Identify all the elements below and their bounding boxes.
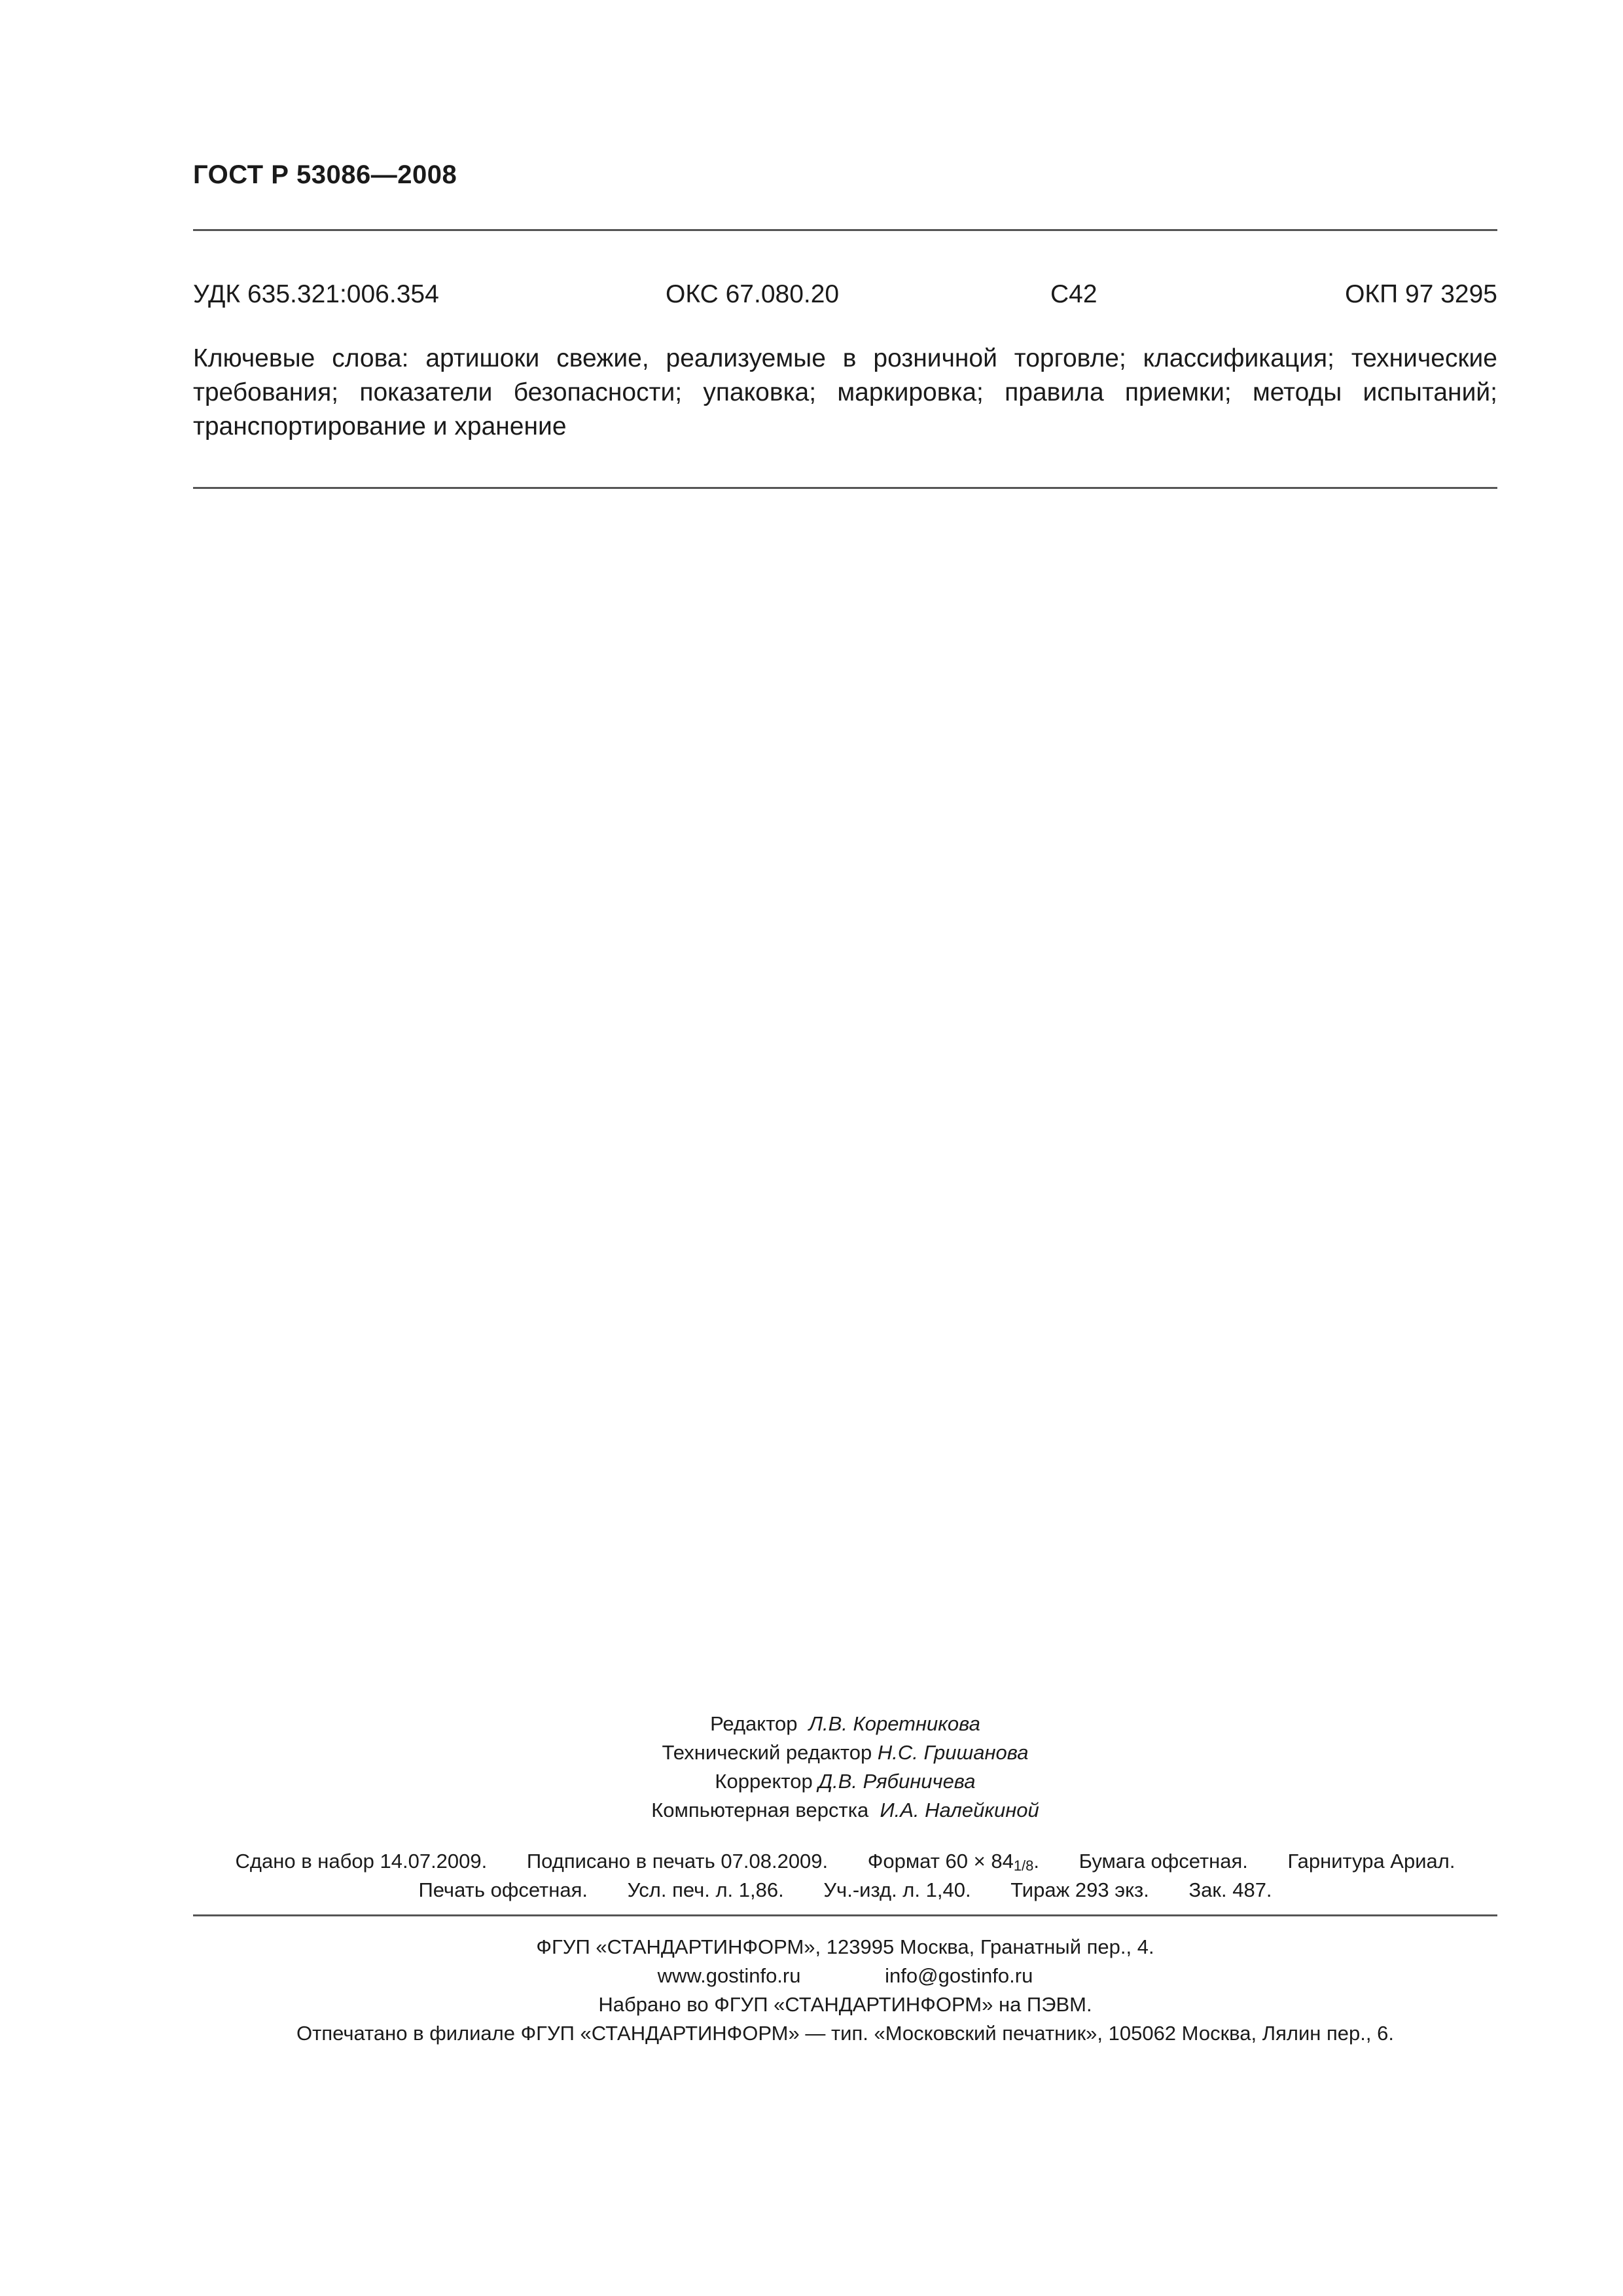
email-link[interactable]: info@gostinfo.ru xyxy=(885,1964,1033,1987)
keywords-line: требования; показатели безопасности; упаковка; маркировка; правила приемки; методы испытаний; xyxy=(193,378,1497,406)
contact-row xyxy=(193,1962,1497,1990)
tech-editor-credit: Технический редактор Н.С. Гришанова xyxy=(662,1741,1029,1764)
credits-block xyxy=(193,1710,1497,1825)
publisher-address: ФГУП «СТАНДАРТИНФОРМ», 123995 Москва, Гранатный пер., 4. xyxy=(536,1935,1154,1958)
order-info: Зак. 487. xyxy=(1188,1878,1272,1901)
format-fraction: 1/8 xyxy=(1013,1857,1034,1874)
oks-code: ОКС 67.080.20 xyxy=(666,280,840,308)
typeset-date: Сдано в набор 14.07.2009. xyxy=(235,1850,488,1873)
keywords-line: Ключевые слова: артишоки свежие, реализуемые в розничной торговле; классификация; технические xyxy=(193,344,1497,372)
top-divider xyxy=(193,229,1497,231)
typeset-note: Набрано во ФГУП «СТАНДАРТИНФОРМ» на ПЭВМ. xyxy=(598,1993,1092,2016)
keywords-divider xyxy=(193,487,1497,489)
run-info: Тираж 293 экз. xyxy=(1010,1878,1149,1901)
okp-code: ОКП 97 3295 xyxy=(1345,280,1497,308)
paper-info: Бумага офсетная. xyxy=(1079,1850,1248,1873)
keywords-paragraph xyxy=(193,342,1497,444)
font-info: Гарнитура Ариал. xyxy=(1287,1850,1455,1873)
document-title: ГОСТ Р 53086—2008 xyxy=(193,160,457,189)
keywords-line: транспортирование и хранение xyxy=(193,412,567,440)
signed-date: Подписано в печать 07.08.2009. xyxy=(526,1850,829,1873)
sheets-info: Усл. печ. л. 1,86. xyxy=(627,1878,784,1901)
printed-note: Отпечатано в филиале ФГУП «СТАНДАРТИНФОРМ» — тип. «Московский печатник», 105062 Москва, Лялин пер., 6. xyxy=(296,2022,1394,2045)
print-info: Печать офсетная. xyxy=(418,1878,588,1901)
editor-credit: Редактор Л.В. Коретникова xyxy=(710,1712,980,1735)
classification-row xyxy=(193,280,1497,313)
publication-row-2 xyxy=(193,1876,1497,1905)
pub-sheets-info: Уч.-изд. л. 1,40. xyxy=(823,1878,971,1901)
udk-code: УДК 635.321:006.354 xyxy=(193,280,439,308)
layout-credit: Компьютерная верстка И.А. Налейкиной xyxy=(651,1799,1039,1821)
category-code: С42 xyxy=(1050,280,1097,308)
corrector-credit: Корректор Д.В. Рябиничева xyxy=(715,1770,976,1793)
footer-divider xyxy=(193,1914,1497,1916)
format-info: Формат 60 × 841/8. xyxy=(867,1850,1040,1874)
website-link[interactable]: www.gostinfo.ru xyxy=(657,1964,801,1987)
publisher-footer xyxy=(193,1933,1497,2048)
